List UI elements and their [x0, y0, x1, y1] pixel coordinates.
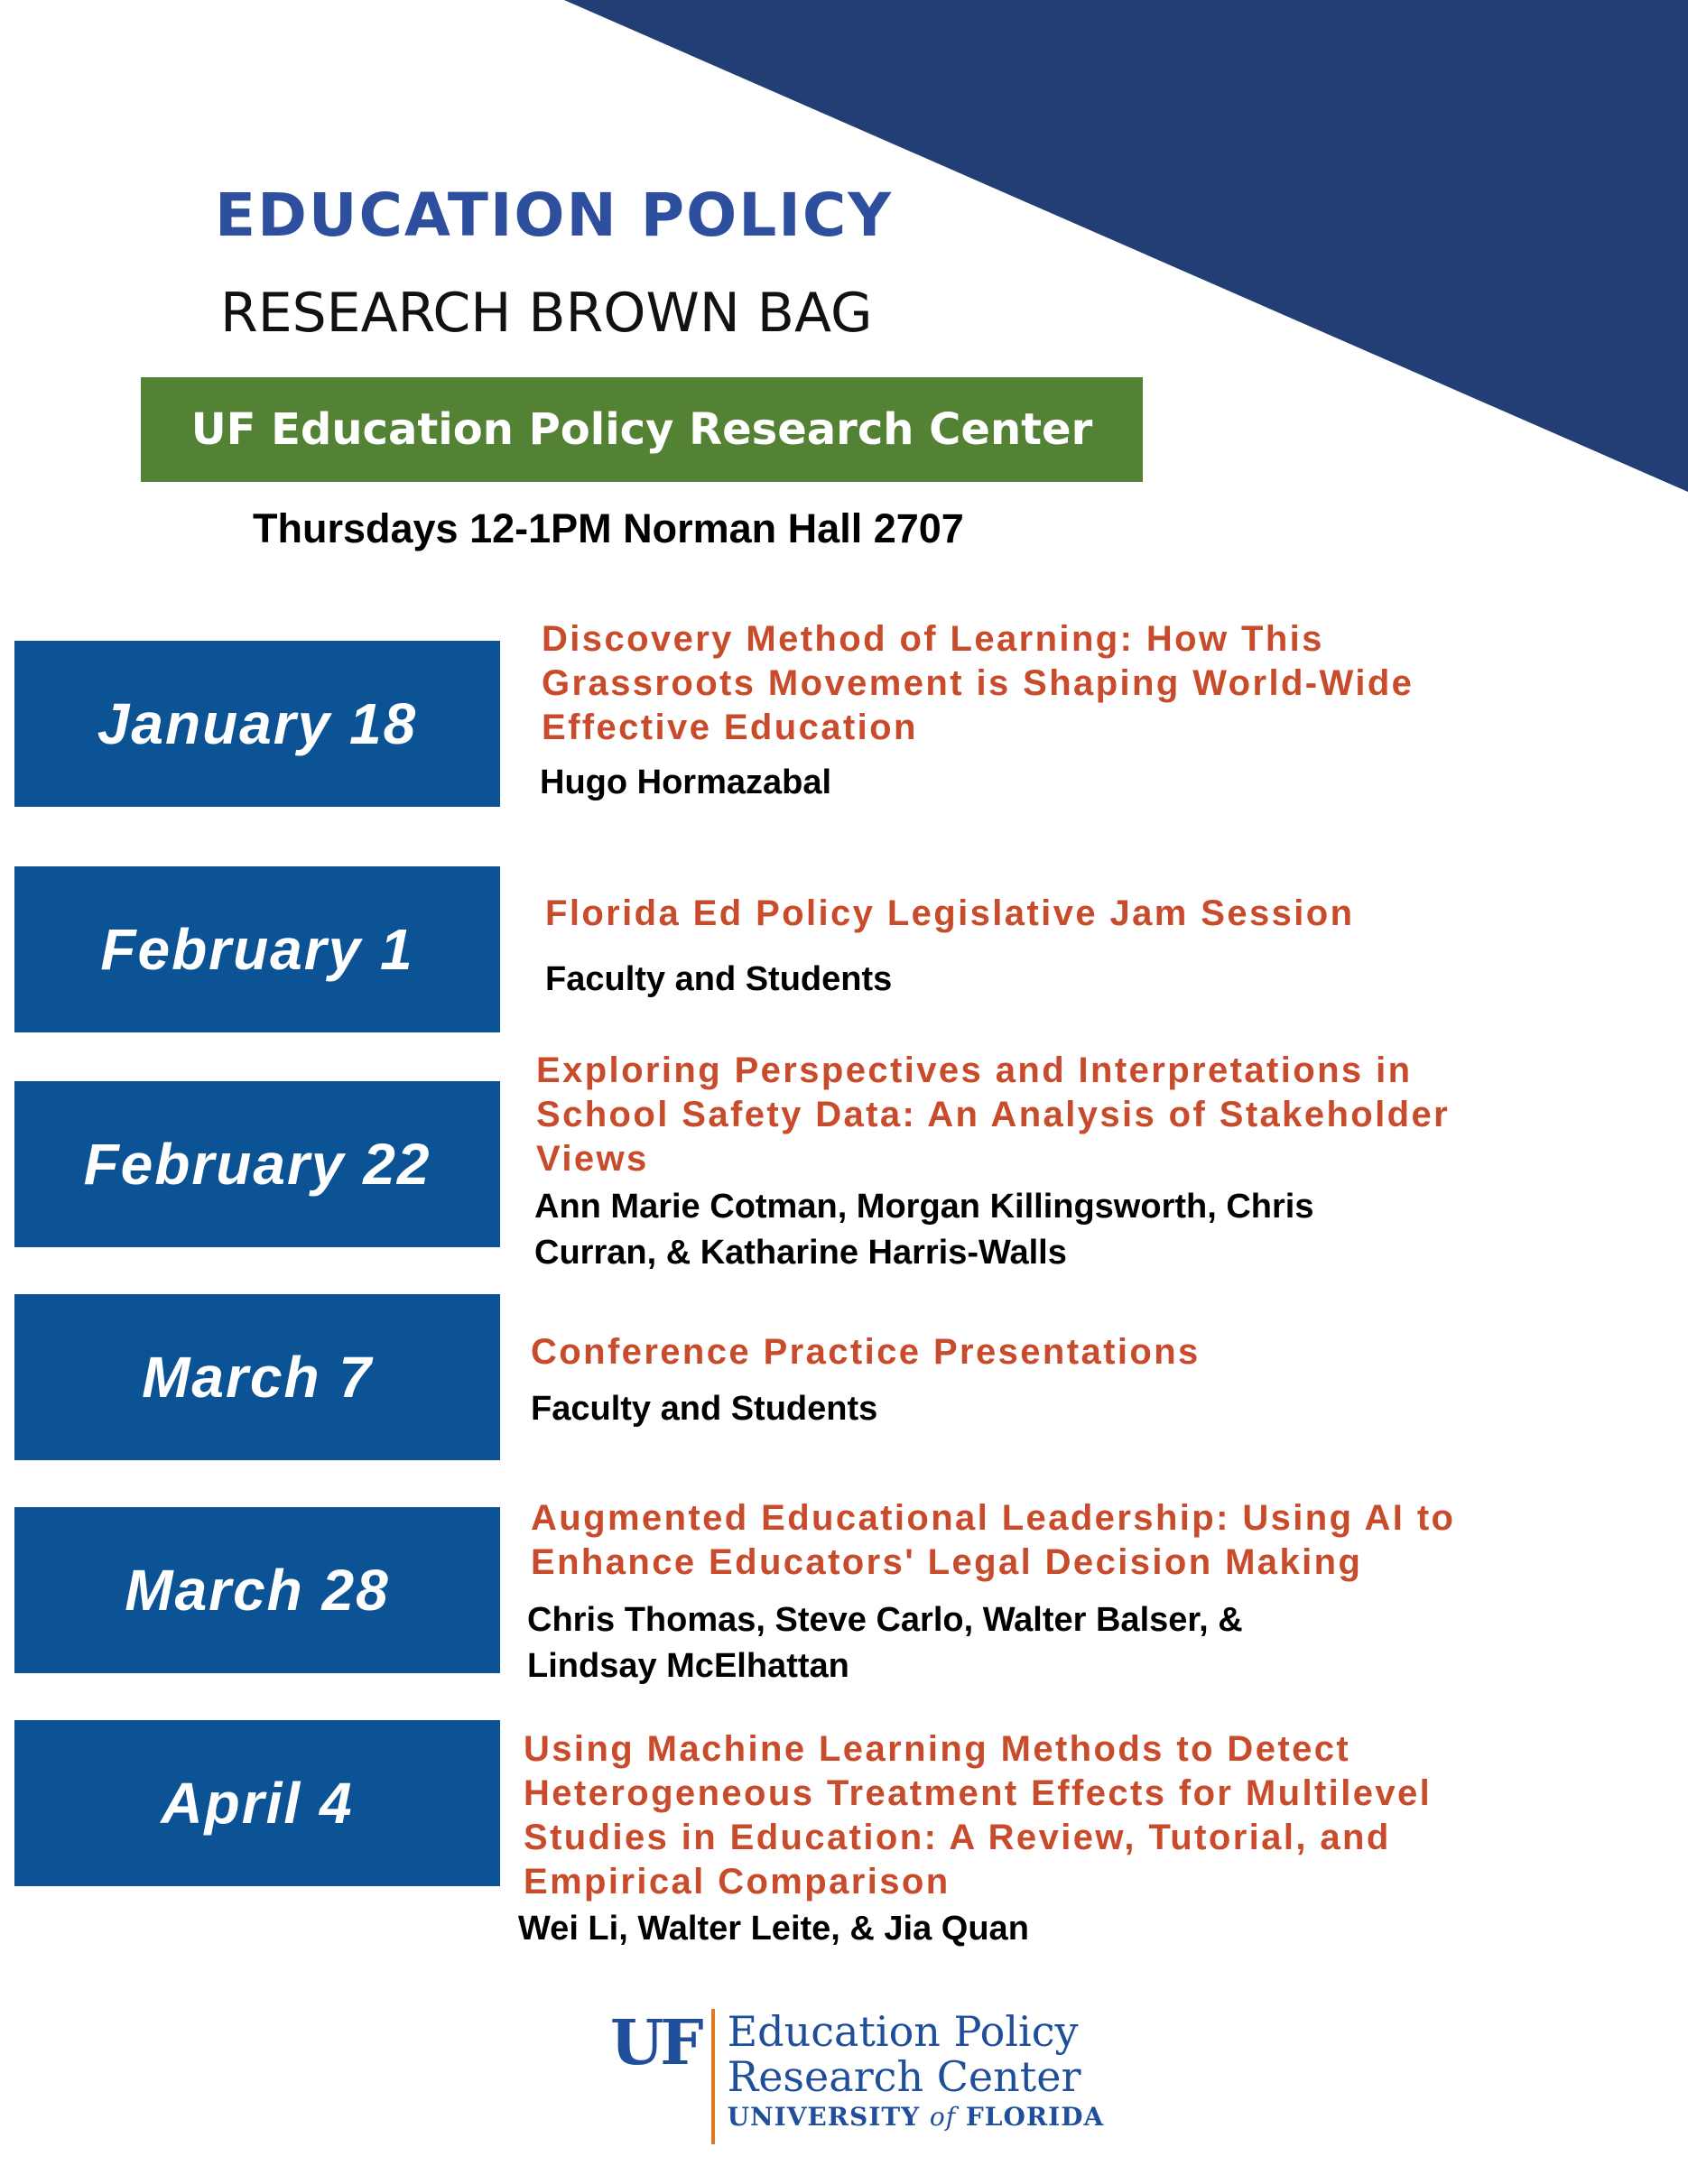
- logo-university-of: of: [929, 2102, 957, 2132]
- epc-logo: [610, 2009, 1104, 2153]
- event-title-line: Discovery Method of Learning: How This: [542, 619, 1324, 659]
- event-speaker-line: Faculty and Students: [531, 1390, 878, 1428]
- logo-line-2: Research Center: [727, 2052, 1081, 2101]
- event-title-line: Augmented Educational Leadership: Using AI to: [531, 1498, 1456, 1538]
- event-speaker-line: Faculty and Students: [545, 960, 893, 998]
- event-date-box: January 18: [14, 641, 500, 807]
- event-date-box: February 22: [14, 1081, 500, 1247]
- logo-line-1: Education Policy: [727, 2007, 1079, 2056]
- event-speaker-line: Wei Li, Walter Leite, & Jia Quan: [518, 1910, 1029, 1948]
- event-title-line: Heterogeneous Treatment Effects for Multilevel: [524, 1773, 1433, 1813]
- event-title-line: Enhance Educators' Legal Decision Making: [531, 1542, 1363, 1582]
- uf-logo-mark: UF: [610, 2007, 700, 2079]
- event-title: [542, 617, 1414, 750]
- event-speaker: [545, 957, 892, 1003]
- event-speaker-line: Ann Marie Cotman, Morgan Killingsworth, Chris: [534, 1188, 1314, 1226]
- event-speaker-line: Chris Thomas, Steve Carlo, Walter Balser, &: [527, 1601, 1243, 1639]
- schedule-info: Thursdays 12-1PM Norman Hall 2707: [253, 505, 964, 551]
- event-title: [536, 1049, 1450, 1181]
- event-speaker: [534, 1184, 1313, 1276]
- event-title-line: School Safety Data: An Analysis of Stakeholder: [536, 1095, 1451, 1134]
- page-title: EDUCATION POLICY: [215, 180, 894, 250]
- event-speaker-line: Lindsay McElhattan: [527, 1647, 849, 1685]
- event-speaker: [518, 1906, 1029, 1952]
- event-title-line: Using Machine Learning Methods to Detect: [524, 1729, 1351, 1769]
- event-date-box: March 7: [14, 1294, 500, 1460]
- event-speaker: [527, 1597, 1243, 1689]
- event-title: [545, 892, 1354, 936]
- logo-university-post: FLORIDA: [956, 2102, 1105, 2132]
- event-title: [524, 1727, 1432, 1904]
- event-date-box: March 28: [14, 1507, 500, 1673]
- event-date-box: April 4: [14, 1720, 500, 1886]
- center-name-banner: UF Education Policy Research Center: [141, 377, 1143, 482]
- event-title-line: Studies in Education: A Review, Tutorial, and: [524, 1818, 1391, 1857]
- event-title: [531, 1330, 1201, 1374]
- event-title-line: Exploring Perspectives and Interpretations in: [536, 1050, 1413, 1090]
- event-title: [531, 1496, 1455, 1585]
- event-title-line: Florida Ed Policy Legislative Jam Session: [545, 893, 1355, 933]
- event-speaker-line: Curran, & Katharine Harris-Walls: [534, 1234, 1067, 1272]
- event-speaker: [531, 1386, 877, 1432]
- event-title-line: Empirical Comparison: [524, 1862, 951, 1902]
- event-title-line: Grassroots Movement is Shaping World-Wide: [542, 663, 1414, 703]
- event-date-box: February 1: [14, 866, 500, 1032]
- event-title-line: Views: [536, 1139, 649, 1179]
- event-title-line: Effective Education: [542, 708, 918, 747]
- event-speaker: [540, 760, 831, 806]
- logo-university-pre: UNIVERSITY: [727, 2102, 930, 2132]
- logo-divider: [711, 2009, 715, 2144]
- event-title-line: Conference Practice Presentations: [531, 1332, 1201, 1372]
- logo-text: [728, 2009, 1105, 2135]
- event-speaker-line: Hugo Hormazabal: [540, 763, 832, 801]
- page-subtitle: RESEARCH BROWN BAG: [220, 282, 873, 345]
- logo-university: [728, 2099, 1105, 2135]
